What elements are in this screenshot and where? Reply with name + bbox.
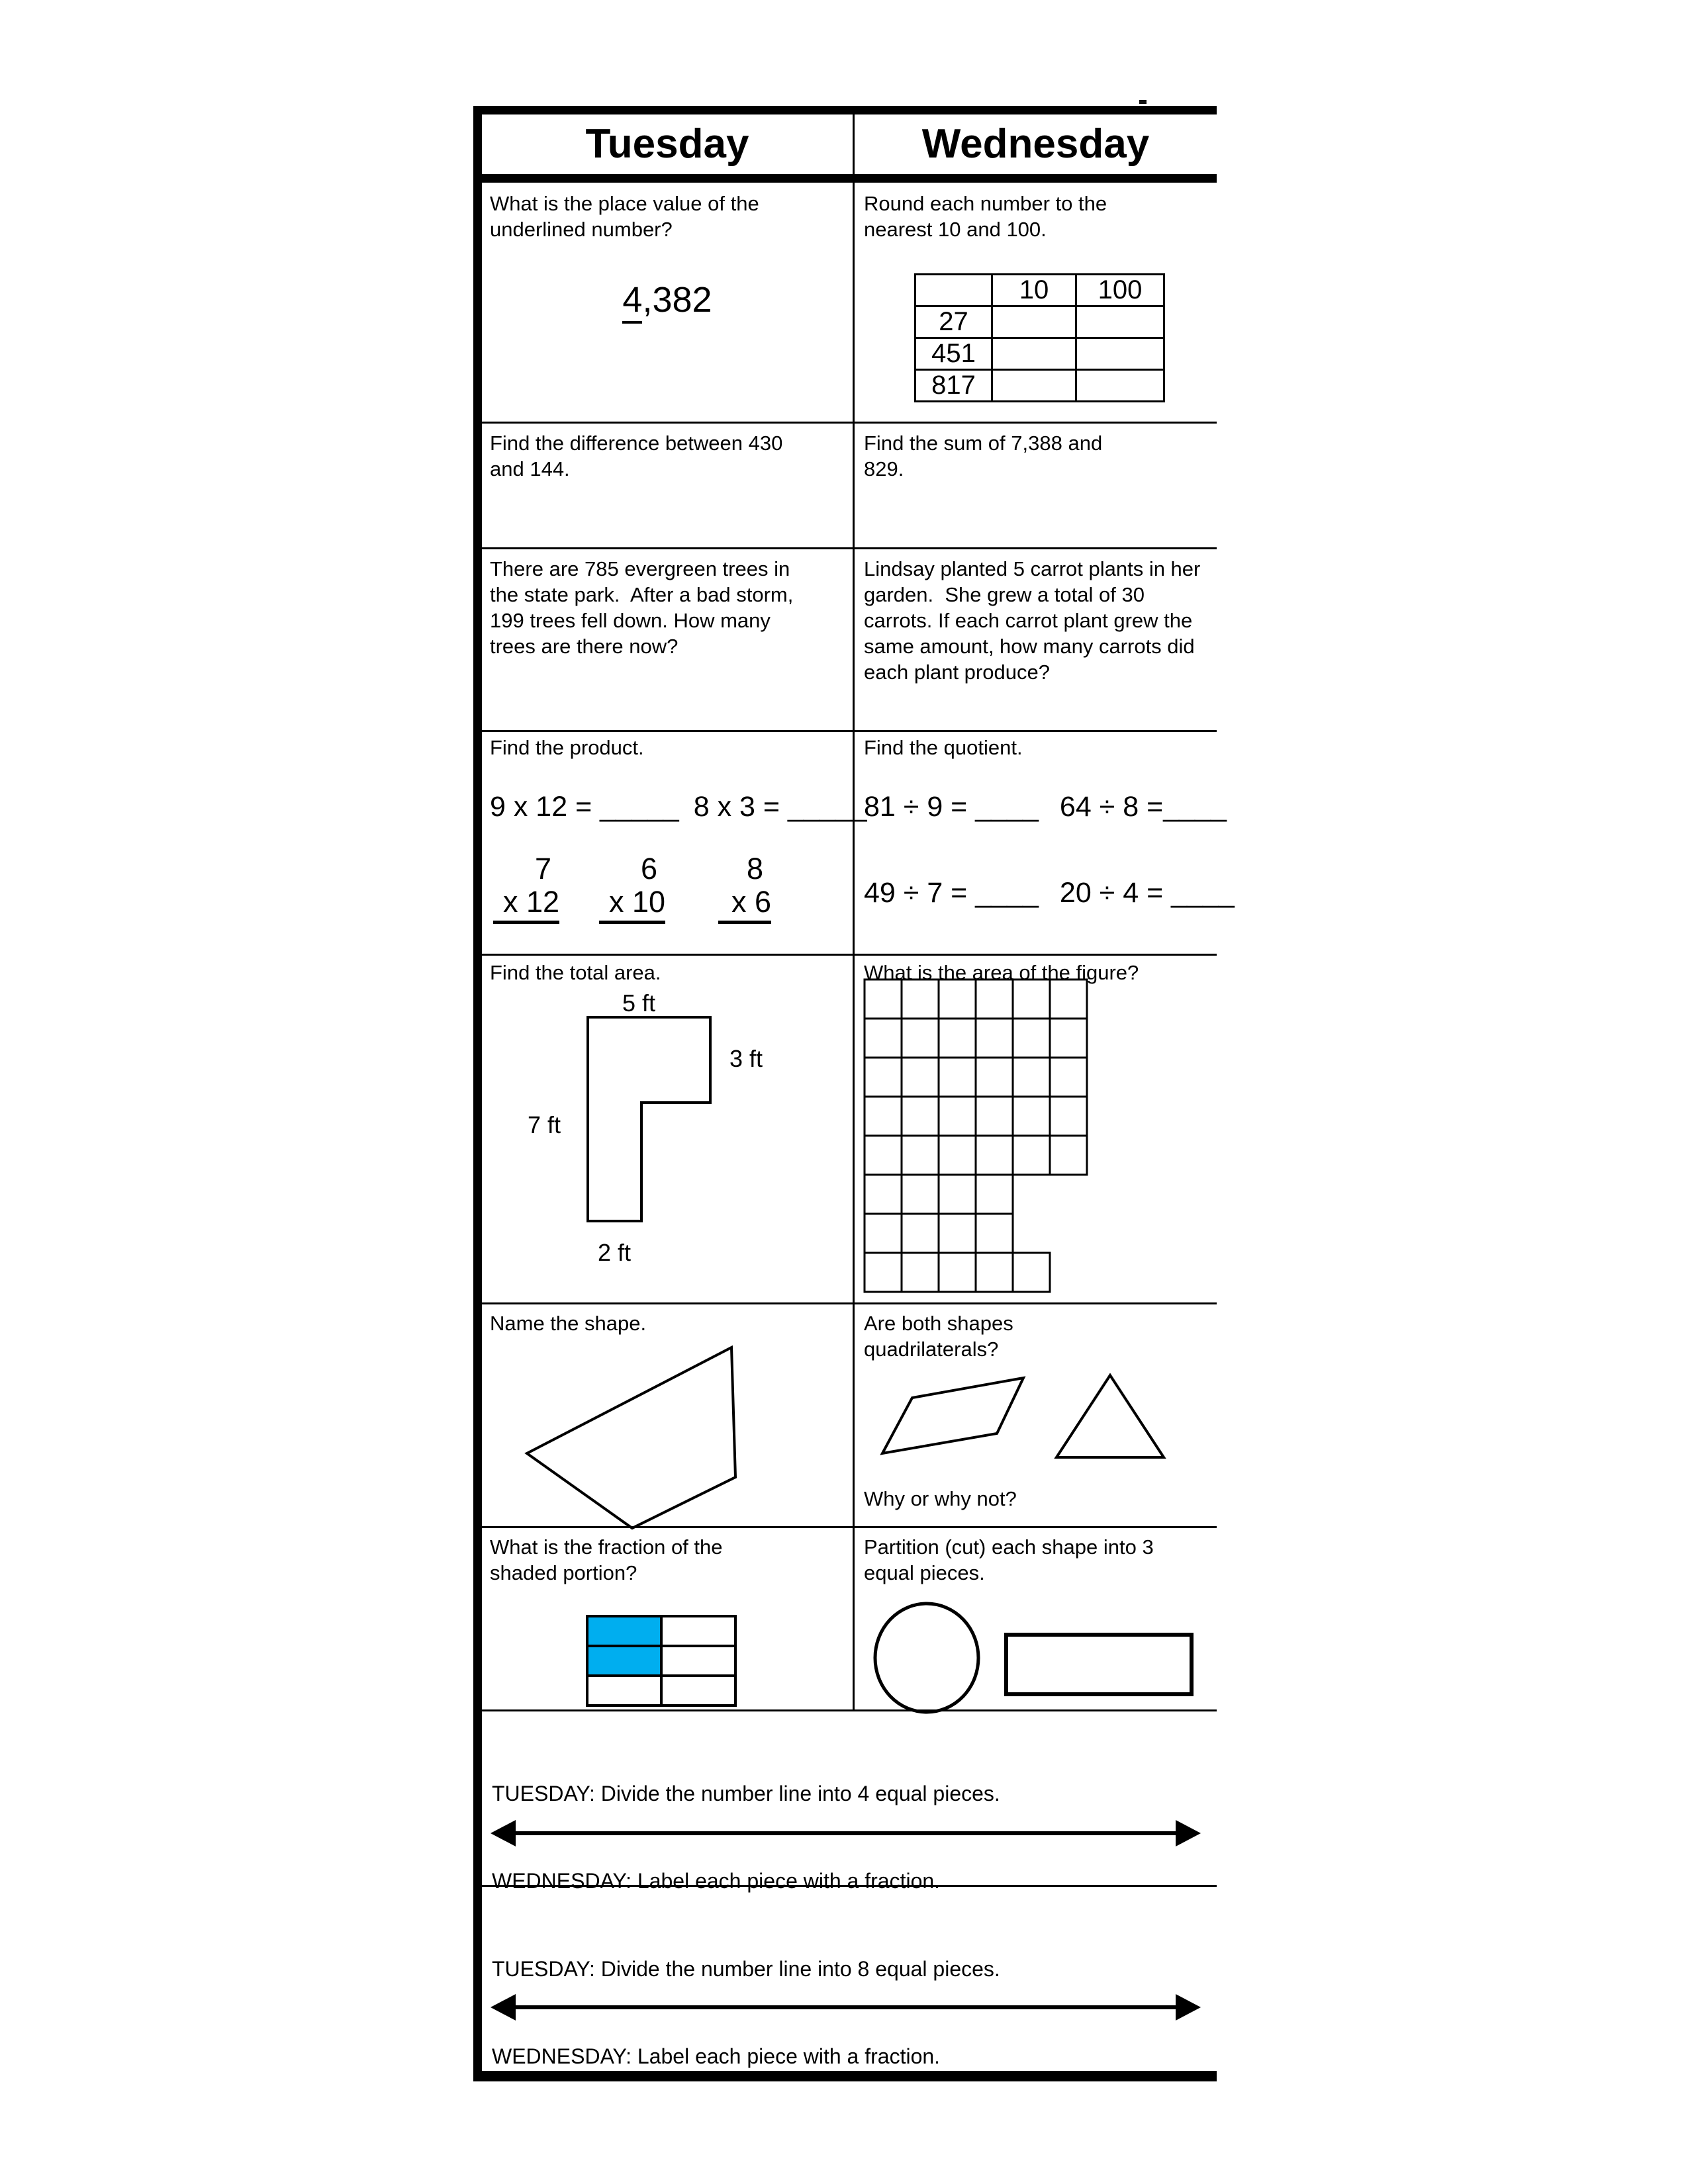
right-arrowhead-icon xyxy=(1176,1994,1201,2021)
grid-unit-square xyxy=(939,1058,976,1097)
grid-unit-square xyxy=(902,1019,939,1058)
multiplicand: 7 xyxy=(534,852,551,886)
numberline8-tuesday-line: TUESDAY: Divide the number line into 8 equal pieces. xyxy=(492,1957,1000,1981)
sum-prompt: Find the sum of 7,388 and 829. xyxy=(864,432,1108,480)
answer-cell xyxy=(1076,338,1164,370)
parallelogram xyxy=(882,1378,1023,1453)
row-divider-1 xyxy=(482,422,1217,424)
table-row xyxy=(915,275,1164,306)
rounding-label-451: 451 xyxy=(915,338,992,370)
grid-unit-square xyxy=(865,979,902,1019)
rounding-corner-cell xyxy=(915,275,992,306)
l-shape-polygon xyxy=(588,1017,710,1221)
equation: 81 ÷ 9 = ____ xyxy=(864,791,1039,823)
grid-unit-square xyxy=(976,1253,1013,1292)
header-underline-bar xyxy=(482,174,1217,183)
double-arrow-number-line-1 xyxy=(473,1813,1217,1853)
grid-unit-square xyxy=(1013,1253,1050,1292)
multiplicand: 6 xyxy=(640,852,657,886)
dimension-label-left: 7 ft xyxy=(527,1111,561,1138)
grid-unit-square xyxy=(865,1058,902,1097)
grid-unit-square xyxy=(939,1175,976,1214)
fraction-cell xyxy=(661,1676,735,1706)
rounding-header-100: 100 xyxy=(1076,275,1164,306)
place-value-prompt: What is the place value of the underlined number? xyxy=(490,192,765,241)
answer-cell xyxy=(992,370,1076,402)
grid-unit-square xyxy=(902,1253,939,1292)
grid-unit-square xyxy=(865,1253,902,1292)
multiplier: x 6 xyxy=(718,886,771,924)
table-top-border xyxy=(473,106,1217,114)
l-shape-figure xyxy=(513,986,791,1277)
table-row xyxy=(915,370,1164,402)
dimension-label-bottom: 2 ft xyxy=(597,1239,632,1266)
fraction-model-grid xyxy=(586,1615,739,1709)
row-divider-4 xyxy=(482,954,1217,956)
quadrilaterals-prompt: Are both shapes quadrilaterals? xyxy=(864,1312,1019,1361)
fraction-prompt: What is the fraction of the shaded portion? xyxy=(490,1535,729,1584)
grid-unit-square xyxy=(865,1097,902,1136)
fraction-cell xyxy=(661,1616,735,1646)
total-area-prompt: Find the total area. xyxy=(490,961,661,984)
multiplier: x 12 xyxy=(493,886,559,924)
equation: 8 x 3 = _____ xyxy=(693,791,867,823)
worksheet-table xyxy=(473,106,1235,2081)
grid-unit-square xyxy=(1013,979,1050,1019)
product-prompt: Find the product. xyxy=(490,736,644,759)
column-header-wednesday: Wednesday xyxy=(921,121,1150,167)
equation: 20 ÷ 4 = ____ xyxy=(1059,877,1235,909)
grid-unit-square xyxy=(976,979,1013,1019)
number-rest: ,382 xyxy=(642,280,712,320)
column-divider xyxy=(853,114,855,1711)
grid-unit-square xyxy=(1013,1019,1050,1058)
vertical-multiplication-1 xyxy=(493,852,559,924)
unit-square-grid-figure xyxy=(863,978,1091,1296)
grid-unit-square xyxy=(902,1214,939,1253)
figure-area-prompt: What is the area of the figure? xyxy=(864,961,1139,984)
grid-unit-square xyxy=(976,1175,1013,1214)
numberline4-tuesday-line: TUESDAY: Divide the number line into 4 equal pieces. xyxy=(492,1782,1000,1805)
grid-unit-square xyxy=(1050,1097,1087,1136)
dimension-label-top: 5 ft xyxy=(622,989,656,1017)
grid-unit-square xyxy=(939,979,976,1019)
answer-cell xyxy=(992,306,1076,338)
equation: 49 ÷ 7 = ____ xyxy=(864,877,1039,909)
numberline4-wednesday-line: WEDNESDAY: Label each piece with a fraction. xyxy=(492,1869,941,1893)
column-header-tuesday: Tuesday xyxy=(585,121,749,167)
grid-unit-square xyxy=(976,1136,1013,1175)
place-value-number xyxy=(482,279,853,320)
grid-unit-square xyxy=(976,1058,1013,1097)
underlined-digit: 4 xyxy=(622,280,642,324)
rounding-label-817: 817 xyxy=(915,370,992,402)
equation: 9 x 12 = _____ xyxy=(490,791,679,823)
grid-unit-square xyxy=(902,1058,939,1097)
scan-artifact-mark xyxy=(1139,100,1147,104)
grid-unit-square xyxy=(902,1136,939,1175)
grid-unit-square xyxy=(865,1175,902,1214)
grid-unit-square xyxy=(976,1214,1013,1253)
name-shape-prompt: Name the shape. xyxy=(490,1312,647,1335)
grid-unit-square xyxy=(939,1136,976,1175)
quotient-equations-line1 xyxy=(864,791,1227,823)
numberline8-wednesday-line: WEDNESDAY: Label each piece with a fraction. xyxy=(492,2044,941,2068)
table-row xyxy=(915,338,1164,370)
rounding-table xyxy=(914,273,1165,402)
grid-unit-square xyxy=(1013,1097,1050,1136)
grid-unit-square xyxy=(976,1019,1013,1058)
row-divider-3 xyxy=(482,730,1217,732)
grid-unit-square xyxy=(865,1019,902,1058)
quadrilateral-polygon xyxy=(527,1347,735,1528)
triangle xyxy=(1056,1375,1164,1457)
table-row xyxy=(915,306,1164,338)
left-arrowhead-icon xyxy=(491,1994,516,2021)
grid-unit-square xyxy=(976,1097,1013,1136)
carrots-word-problem: Lindsay planted 5 carrot plants in her garden. She grew a total of 30 carrots. If each carrot plant grew the same amount, how many carrots did each plant produce? xyxy=(864,557,1206,684)
grid-unit-square xyxy=(1013,1136,1050,1175)
grid-unit-square xyxy=(902,979,939,1019)
grid-unit-square xyxy=(939,1019,976,1058)
grid-unit-square xyxy=(865,1214,902,1253)
grid-unit-square xyxy=(1013,1058,1050,1097)
shaded-fraction-cell xyxy=(587,1616,661,1646)
grid-unit-square xyxy=(939,1253,976,1292)
rounding-label-27: 27 xyxy=(915,306,992,338)
grid-unit-square xyxy=(1050,1019,1087,1058)
difference-prompt: Find the difference between 430 and 144. xyxy=(490,432,788,480)
grid-unit-square xyxy=(1050,979,1087,1019)
row-divider-2 xyxy=(482,547,1217,549)
row-divider-5 xyxy=(482,1302,1217,1304)
quotient-equations-line2 xyxy=(864,877,1235,909)
multiplicand: 8 xyxy=(746,852,763,886)
why-or-why-not-prompt: Why or why not? xyxy=(864,1487,1017,1510)
vertical-multiplication-2 xyxy=(599,852,665,924)
right-arrowhead-icon xyxy=(1176,1820,1201,1846)
equation: 64 ÷ 8 =____ xyxy=(1059,791,1227,823)
product-equations xyxy=(490,791,867,823)
shaded-fraction-cell xyxy=(587,1646,661,1676)
grid-unit-square xyxy=(1050,1058,1087,1097)
partition-prompt: Partition (cut) each shape into 3 equal pieces. xyxy=(864,1535,1160,1584)
answer-cell xyxy=(1076,306,1164,338)
grid-unit-square xyxy=(1050,1136,1087,1175)
quadrilateral-figure xyxy=(513,1334,765,1532)
grid-unit-square xyxy=(939,1214,976,1253)
vertical-multiplication-3 xyxy=(718,852,771,924)
grid-unit-square xyxy=(902,1097,939,1136)
table-left-border xyxy=(473,106,482,2081)
dimension-label-right: 3 ft xyxy=(729,1045,763,1072)
answer-cell xyxy=(992,338,1076,370)
grid-unit-square xyxy=(902,1175,939,1214)
circle-to-partition xyxy=(875,1604,978,1712)
partition-shapes-figure xyxy=(864,1595,1208,1715)
multiplier: x 10 xyxy=(599,886,665,924)
rectangle-to-partition xyxy=(1006,1635,1192,1694)
fraction-cell xyxy=(661,1646,735,1676)
grid-unit-square xyxy=(865,1136,902,1175)
double-arrow-number-line-2 xyxy=(473,1987,1217,2027)
trees-word-problem: There are 785 evergreen trees in the state park. After a bad storm, 199 trees fell down. How many trees are there now? xyxy=(490,557,799,658)
left-arrowhead-icon xyxy=(491,1820,516,1846)
rounding-prompt: Round each number to the nearest 10 and 100. xyxy=(864,192,1113,241)
fraction-cell xyxy=(587,1676,661,1706)
rounding-header-10: 10 xyxy=(992,275,1076,306)
quotient-prompt: Find the quotient. xyxy=(864,736,1023,759)
grid-unit-square xyxy=(939,1097,976,1136)
two-shapes-figure xyxy=(874,1367,1178,1466)
answer-cell xyxy=(1076,370,1164,402)
